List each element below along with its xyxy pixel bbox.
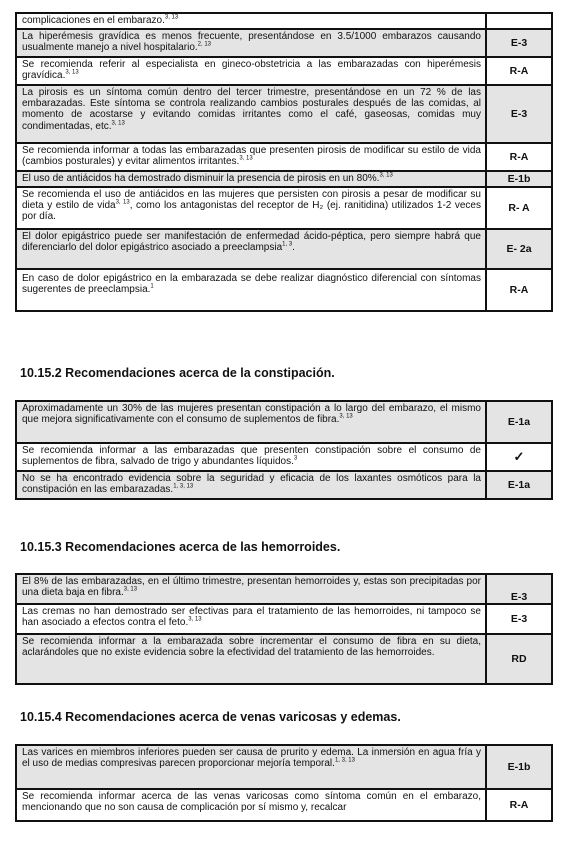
evidence-level: R-A <box>509 65 529 77</box>
table-row <box>17 635 551 683</box>
table-row <box>17 472 551 498</box>
table-row <box>17 444 551 472</box>
evidence-level: E-3 <box>487 86 551 142</box>
recommendations-table-1 <box>15 12 553 312</box>
table-row <box>17 270 551 310</box>
row-text: La pirosis es un síntoma común dentro del tercer trimestre, presentándose en un 72 % de las embarazadas. Este síntoma se controla realizando cambios posturales después de las comidas, al momento de acostarse y evitando comidas irritantes como el café, gaseosas, comidas muy condimentadas, etc.$^{3, 13}$ <box>17 86 487 142</box>
row-text: Se recomienda el uso de antiácidos en las mujeres que persisten con pirosis a pesar de modificar su dieta y estilo de vida$^{3, 13}$, como los antagonistas del receptor de H₂ (ej. ranitidina) utilizados 1-2 veces por día. <box>17 188 487 228</box>
row-text: La hiperémesis gravídica es menos frecuente, presentándose en 3.5/1000 embarazos causando usualmente manejo a nivel hospitalario.$^{2, 13}$ <box>17 30 487 56</box>
table-row <box>17 188 551 230</box>
evidence-level: R- A <box>508 202 530 214</box>
evidence-level: R-A <box>509 151 529 163</box>
table-row <box>17 172 551 188</box>
row-text: Se recomienda informar acerca de las venas varicosas como síntoma común en el embarazo, mencionando que no son causa de complicación por sí mismo y, recalcar <box>17 790 487 820</box>
recommendations-table-hemorrhoids <box>15 573 553 685</box>
evidence-level: R-A <box>509 799 529 811</box>
table-row <box>17 144 551 172</box>
table-row <box>17 790 551 820</box>
evidence-level: E-3 <box>487 30 551 56</box>
evidence-level: E-1a <box>487 402 551 442</box>
section-heading-hemorrhoids: 10.15.3 Recomendaciones acerca de las hemorroides. <box>20 540 341 554</box>
table-row <box>17 605 551 635</box>
row-text: Se recomienda referir al especialista en gineco-obstetricia a las embarazadas con hiperémesis gravídica.$^{3, 13}$ <box>17 58 487 84</box>
recommendations-table-varicose <box>15 744 553 822</box>
table-row <box>17 746 551 790</box>
row-text: No se ha encontrado evidencia sobre la seguridad y eficacia de los laxantes osmóticos para la constipación en las embarazadas.$^{1, 3, 13}$ <box>17 472 487 498</box>
row-text: Se recomienda informar a la embarazada sobre incrementar el consumo de fibra en su dieta, aclarándoles que no existe evidencia sobre la efectividad del tratamiento de las hemorroides. <box>17 635 487 683</box>
row-text: Se recomienda informar a las embarazadas que presenten constipación sobre el consumo de suplementos de fibra, salvado de trigo y abundantes líquidos.$^3$ <box>17 444 487 470</box>
evidence-level: R-A <box>509 284 529 296</box>
row-text: En caso de dolor epigástrico en la embarazada se debe realizar diagnóstico diferencial con síntomas sugerentes de preeclampsia.$^1$ <box>17 270 487 310</box>
row-text: Aproximadamente un 30% de las mujeres presentan constipación a lo largo del embarazo, el mismo que mejora significativamente con el consumo de suplementos de fibra.$^{3, 13}$ <box>17 402 487 442</box>
table-row <box>17 86 551 144</box>
row-text: El uso de antiácidos ha demostrado disminuir la presencia de pirosis en un 80%.$^{3, 13}$ <box>17 172 487 186</box>
row-text: complicaciones en el embarazo.$^{3, 13}$ <box>17 14 487 28</box>
section-heading-constipation: 10.15.2 Recomendaciones acerca de la constipación. <box>20 366 335 380</box>
row-text: Se recomienda informar a todas las embarazadas que presenten pirosis de modificar su estilo de vida (cambios posturales) y evitar alimentos irritantes.$^{3, 13}$ <box>17 144 487 170</box>
evidence-level: E-1b <box>487 746 551 788</box>
evidence-level: E-1b <box>487 172 551 186</box>
section-heading-varicose-veins: 10.15.4 Recomendaciones acerca de venas varicosas y edemas. <box>20 710 401 724</box>
row-text: Las cremas no han demostrado ser efectivas para el tratamiento de las hemorroides, ni tampoco se han asociado a efectos contra el feto.$^{3, 13}$ <box>17 605 487 633</box>
evidence-level: E-1a <box>487 472 551 498</box>
evidence-level: E-3 <box>510 613 528 625</box>
row-text: El 8% de las embarazadas, en el último trimestre, presentan hemorroides y, estas son precipitadas por una dieta baja en fibra.$^{3, 13}$ <box>17 575 487 603</box>
evidence-level <box>487 14 551 28</box>
checkmark-icon: ✓ <box>513 449 525 464</box>
row-text: Las varices en miembros inferiores pueden ser causa de prurito y edema. La inmersión en agua fría y el uso de medias compresivas parecen proporcionar mejoría temporal.$^{1, 3, 13}$ <box>17 746 487 788</box>
table-row <box>17 58 551 86</box>
evidence-level: E- 2a <box>487 230 551 268</box>
recommendations-table-constipation <box>15 400 553 500</box>
table-row <box>17 30 551 58</box>
table-row <box>17 14 551 30</box>
evidence-level: E-3 <box>487 575 551 603</box>
table-row <box>17 575 551 605</box>
row-text: El dolor epigástrico puede ser manifestación de enfermedad ácido-péptica, pero siempre habrá que diferenciarlo del dolor epigástrico asociado a preeclampsia$^{1, 3}$. <box>17 230 487 268</box>
table-row <box>17 230 551 270</box>
evidence-level: RD <box>487 635 551 683</box>
table-row <box>17 402 551 444</box>
